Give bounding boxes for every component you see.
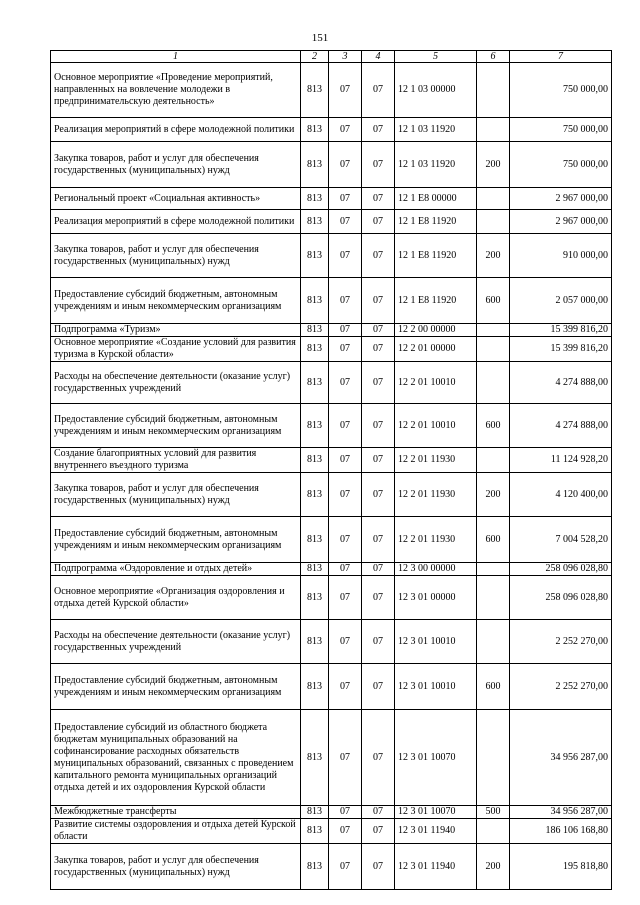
header-col-grbs: 2 (301, 51, 329, 63)
row-vr (477, 710, 510, 806)
row-vr (477, 210, 510, 234)
row-pr: 07 (362, 404, 395, 448)
row-name: Закупка товаров, работ и услуг для обеспечения государственных (муниципальных) нужд (51, 473, 301, 517)
row-vr (477, 563, 510, 576)
row-name: Предоставление субсидий из областного бюджета бюджетам муниципальных образований на софинансирование расходных обязательств муниципальных образований, связанных с проведением капитального ремонта муниципальных организаций отдыха детей и их оздоровления Курской области (51, 710, 301, 806)
row-csr: 12 3 01 11940 (395, 819, 477, 844)
row-csr: 12 2 01 00000 (395, 337, 477, 362)
row-sum: 750 000,00 (510, 118, 612, 142)
row-vr (477, 362, 510, 404)
row-rz: 07 (329, 63, 362, 118)
table-row (51, 664, 612, 710)
row-grbs: 813 (301, 517, 329, 563)
table-row (51, 337, 612, 362)
row-grbs: 813 (301, 278, 329, 324)
row-name: Создание благоприятных условий для развития внутреннего въездного туризма (51, 448, 301, 473)
table-row (51, 362, 612, 404)
table-row (51, 844, 612, 890)
row-rz: 07 (329, 844, 362, 890)
row-csr: 12 3 01 10010 (395, 620, 477, 664)
header-col-vr: 6 (477, 51, 510, 63)
row-rz: 07 (329, 210, 362, 234)
row-name: Предоставление субсидий бюджетным, автономным учреждениям и иным некоммерческим организациям (51, 278, 301, 324)
row-grbs: 813 (301, 404, 329, 448)
row-grbs: 813 (301, 664, 329, 710)
row-sum: 2 252 270,00 (510, 664, 612, 710)
table-row (51, 473, 612, 517)
row-name: Расходы на обеспечение деятельности (оказание услуг) государственных учреждений (51, 620, 301, 664)
table-row (51, 563, 612, 576)
row-csr: 12 3 01 10010 (395, 664, 477, 710)
row-grbs: 813 (301, 234, 329, 278)
row-grbs: 813 (301, 844, 329, 890)
row-csr: 12 1 E8 00000 (395, 188, 477, 210)
table-row (51, 404, 612, 448)
row-grbs: 813 (301, 448, 329, 473)
row-grbs: 813 (301, 324, 329, 337)
header-col-rz: 3 (329, 51, 362, 63)
table-row (51, 710, 612, 806)
row-pr: 07 (362, 188, 395, 210)
row-rz: 07 (329, 576, 362, 620)
row-csr: 12 2 01 11930 (395, 517, 477, 563)
row-csr: 12 3 01 10070 (395, 806, 477, 819)
row-pr: 07 (362, 63, 395, 118)
row-sum: 258 096 028,80 (510, 563, 612, 576)
row-sum: 750 000,00 (510, 63, 612, 118)
row-name: Подпрограмма «Оздоровление и отдых детей» (51, 563, 301, 576)
header-col-pr: 4 (362, 51, 395, 63)
row-grbs: 813 (301, 337, 329, 362)
row-vr (477, 448, 510, 473)
row-vr: 200 (477, 142, 510, 188)
table-row (51, 324, 612, 337)
row-vr: 600 (477, 664, 510, 710)
row-name: Закупка товаров, работ и услуг для обеспечения государственных (муниципальных) нужд (51, 844, 301, 890)
row-pr: 07 (362, 710, 395, 806)
row-vr: 200 (477, 234, 510, 278)
row-rz: 07 (329, 337, 362, 362)
row-csr: 12 3 01 00000 (395, 576, 477, 620)
table-row (51, 188, 612, 210)
row-grbs: 813 (301, 563, 329, 576)
row-sum: 2 057 000,00 (510, 278, 612, 324)
row-vr (477, 620, 510, 664)
row-name: Подпрограмма «Туризм» (51, 324, 301, 337)
row-name: Предоставление субсидий бюджетным, автономным учреждениям и иным некоммерческим организациям (51, 664, 301, 710)
row-vr (477, 337, 510, 362)
row-pr: 07 (362, 448, 395, 473)
row-vr: 200 (477, 844, 510, 890)
budget-table (50, 50, 612, 890)
table-row (51, 806, 612, 819)
row-name: Основное мероприятие «Создание условий для развития туризма в Курской области» (51, 337, 301, 362)
row-grbs: 813 (301, 188, 329, 210)
row-csr: 12 1 E8 11920 (395, 234, 477, 278)
row-grbs: 813 (301, 63, 329, 118)
row-pr: 07 (362, 806, 395, 819)
header-col-name: 1 (51, 51, 301, 63)
row-pr: 07 (362, 234, 395, 278)
row-pr: 07 (362, 819, 395, 844)
row-rz: 07 (329, 234, 362, 278)
row-sum: 2 967 000,00 (510, 188, 612, 210)
row-sum: 15 399 816,20 (510, 324, 612, 337)
row-rz: 07 (329, 448, 362, 473)
row-pr: 07 (362, 620, 395, 664)
table-row (51, 620, 612, 664)
row-pr: 07 (362, 517, 395, 563)
row-sum: 11 124 928,20 (510, 448, 612, 473)
header-col-csr: 5 (395, 51, 477, 63)
row-grbs: 813 (301, 806, 329, 819)
row-pr: 07 (362, 362, 395, 404)
row-sum: 4 274 888,00 (510, 362, 612, 404)
row-name: Закупка товаров, работ и услуг для обеспечения государственных (муниципальных) нужд (51, 142, 301, 188)
row-name: Реализация мероприятий в сфере молодежной политики (51, 118, 301, 142)
row-vr (477, 819, 510, 844)
row-sum: 2 252 270,00 (510, 620, 612, 664)
table-row (51, 517, 612, 563)
table-row (51, 576, 612, 620)
row-name: Региональный проект «Социальная активность» (51, 188, 301, 210)
row-grbs: 813 (301, 710, 329, 806)
row-vr: 500 (477, 806, 510, 819)
row-name: Предоставление субсидий бюджетным, автономным учреждениям и иным некоммерческим организациям (51, 517, 301, 563)
table-row (51, 819, 612, 844)
header-row (51, 51, 612, 63)
row-pr: 07 (362, 324, 395, 337)
row-pr: 07 (362, 563, 395, 576)
row-grbs: 813 (301, 819, 329, 844)
row-sum: 34 956 287,00 (510, 710, 612, 806)
row-rz: 07 (329, 819, 362, 844)
row-grbs: 813 (301, 362, 329, 404)
row-rz: 07 (329, 118, 362, 142)
row-vr (477, 576, 510, 620)
table-row (51, 278, 612, 324)
row-rz: 07 (329, 563, 362, 576)
row-pr: 07 (362, 337, 395, 362)
row-name: Межбюджетные трансферты (51, 806, 301, 819)
row-csr: 12 2 00 00000 (395, 324, 477, 337)
row-rz: 07 (329, 664, 362, 710)
row-rz: 07 (329, 404, 362, 448)
row-sum: 910 000,00 (510, 234, 612, 278)
row-rz: 07 (329, 188, 362, 210)
row-sum: 258 096 028,80 (510, 576, 612, 620)
row-vr (477, 63, 510, 118)
row-sum: 34 956 287,00 (510, 806, 612, 819)
row-csr: 12 1 03 11920 (395, 142, 477, 188)
row-name: Закупка товаров, работ и услуг для обеспечения государственных (муниципальных) нужд (51, 234, 301, 278)
table-row (51, 118, 612, 142)
table-row (51, 63, 612, 118)
row-csr: 12 3 01 10070 (395, 710, 477, 806)
row-grbs: 813 (301, 473, 329, 517)
row-sum: 750 000,00 (510, 142, 612, 188)
header-col-sum: 7 (510, 51, 612, 63)
row-name: Основное мероприятие «Проведение мероприятий, направленных на вовлечение молодежи в предпринимательскую деятельность» (51, 63, 301, 118)
row-name: Реализация мероприятий в сфере молодежной политики (51, 210, 301, 234)
row-grbs: 813 (301, 210, 329, 234)
row-sum: 4 120 400,00 (510, 473, 612, 517)
row-vr (477, 188, 510, 210)
row-csr: 12 2 01 11930 (395, 473, 477, 517)
row-pr: 07 (362, 118, 395, 142)
row-sum: 15 399 816,20 (510, 337, 612, 362)
table-row (51, 234, 612, 278)
row-sum: 195 818,80 (510, 844, 612, 890)
row-pr: 07 (362, 278, 395, 324)
row-csr: 12 1 E8 11920 (395, 278, 477, 324)
table-row (51, 448, 612, 473)
row-csr: 12 3 00 00000 (395, 563, 477, 576)
row-vr (477, 324, 510, 337)
row-vr (477, 118, 510, 142)
table-row (51, 142, 612, 188)
row-vr: 200 (477, 473, 510, 517)
row-rz: 07 (329, 362, 362, 404)
row-grbs: 813 (301, 576, 329, 620)
row-grbs: 813 (301, 142, 329, 188)
row-rz: 07 (329, 517, 362, 563)
row-sum: 186 106 168,80 (510, 819, 612, 844)
row-csr: 12 2 01 10010 (395, 404, 477, 448)
row-rz: 07 (329, 142, 362, 188)
row-name: Расходы на обеспечение деятельности (оказание услуг) государственных учреждений (51, 362, 301, 404)
row-sum: 4 274 888,00 (510, 404, 612, 448)
row-name: Развитие системы оздоровления и отдыха детей Курской области (51, 819, 301, 844)
row-name: Предоставление субсидий бюджетным, автономным учреждениям и иным некоммерческим организациям (51, 404, 301, 448)
row-pr: 07 (362, 844, 395, 890)
row-vr: 600 (477, 517, 510, 563)
row-rz: 07 (329, 324, 362, 337)
row-name: Основное мероприятие «Организация оздоровления и отдыха детей Курской области» (51, 576, 301, 620)
row-csr: 12 2 01 11930 (395, 448, 477, 473)
row-csr: 12 2 01 10010 (395, 362, 477, 404)
row-pr: 07 (362, 664, 395, 710)
row-grbs: 813 (301, 620, 329, 664)
row-sum: 2 967 000,00 (510, 210, 612, 234)
row-rz: 07 (329, 710, 362, 806)
row-rz: 07 (329, 806, 362, 819)
row-rz: 07 (329, 620, 362, 664)
row-grbs: 813 (301, 118, 329, 142)
row-pr: 07 (362, 142, 395, 188)
row-sum: 7 004 528,20 (510, 517, 612, 563)
page-number: 151 (311, 32, 329, 44)
row-csr: 12 1 E8 11920 (395, 210, 477, 234)
table-row (51, 210, 612, 234)
row-rz: 07 (329, 278, 362, 324)
row-csr: 12 3 01 11940 (395, 844, 477, 890)
row-pr: 07 (362, 576, 395, 620)
row-csr: 12 1 03 11920 (395, 118, 477, 142)
row-vr: 600 (477, 278, 510, 324)
row-pr: 07 (362, 210, 395, 234)
row-pr: 07 (362, 473, 395, 517)
row-csr: 12 1 03 00000 (395, 63, 477, 118)
row-rz: 07 (329, 473, 362, 517)
row-vr: 600 (477, 404, 510, 448)
